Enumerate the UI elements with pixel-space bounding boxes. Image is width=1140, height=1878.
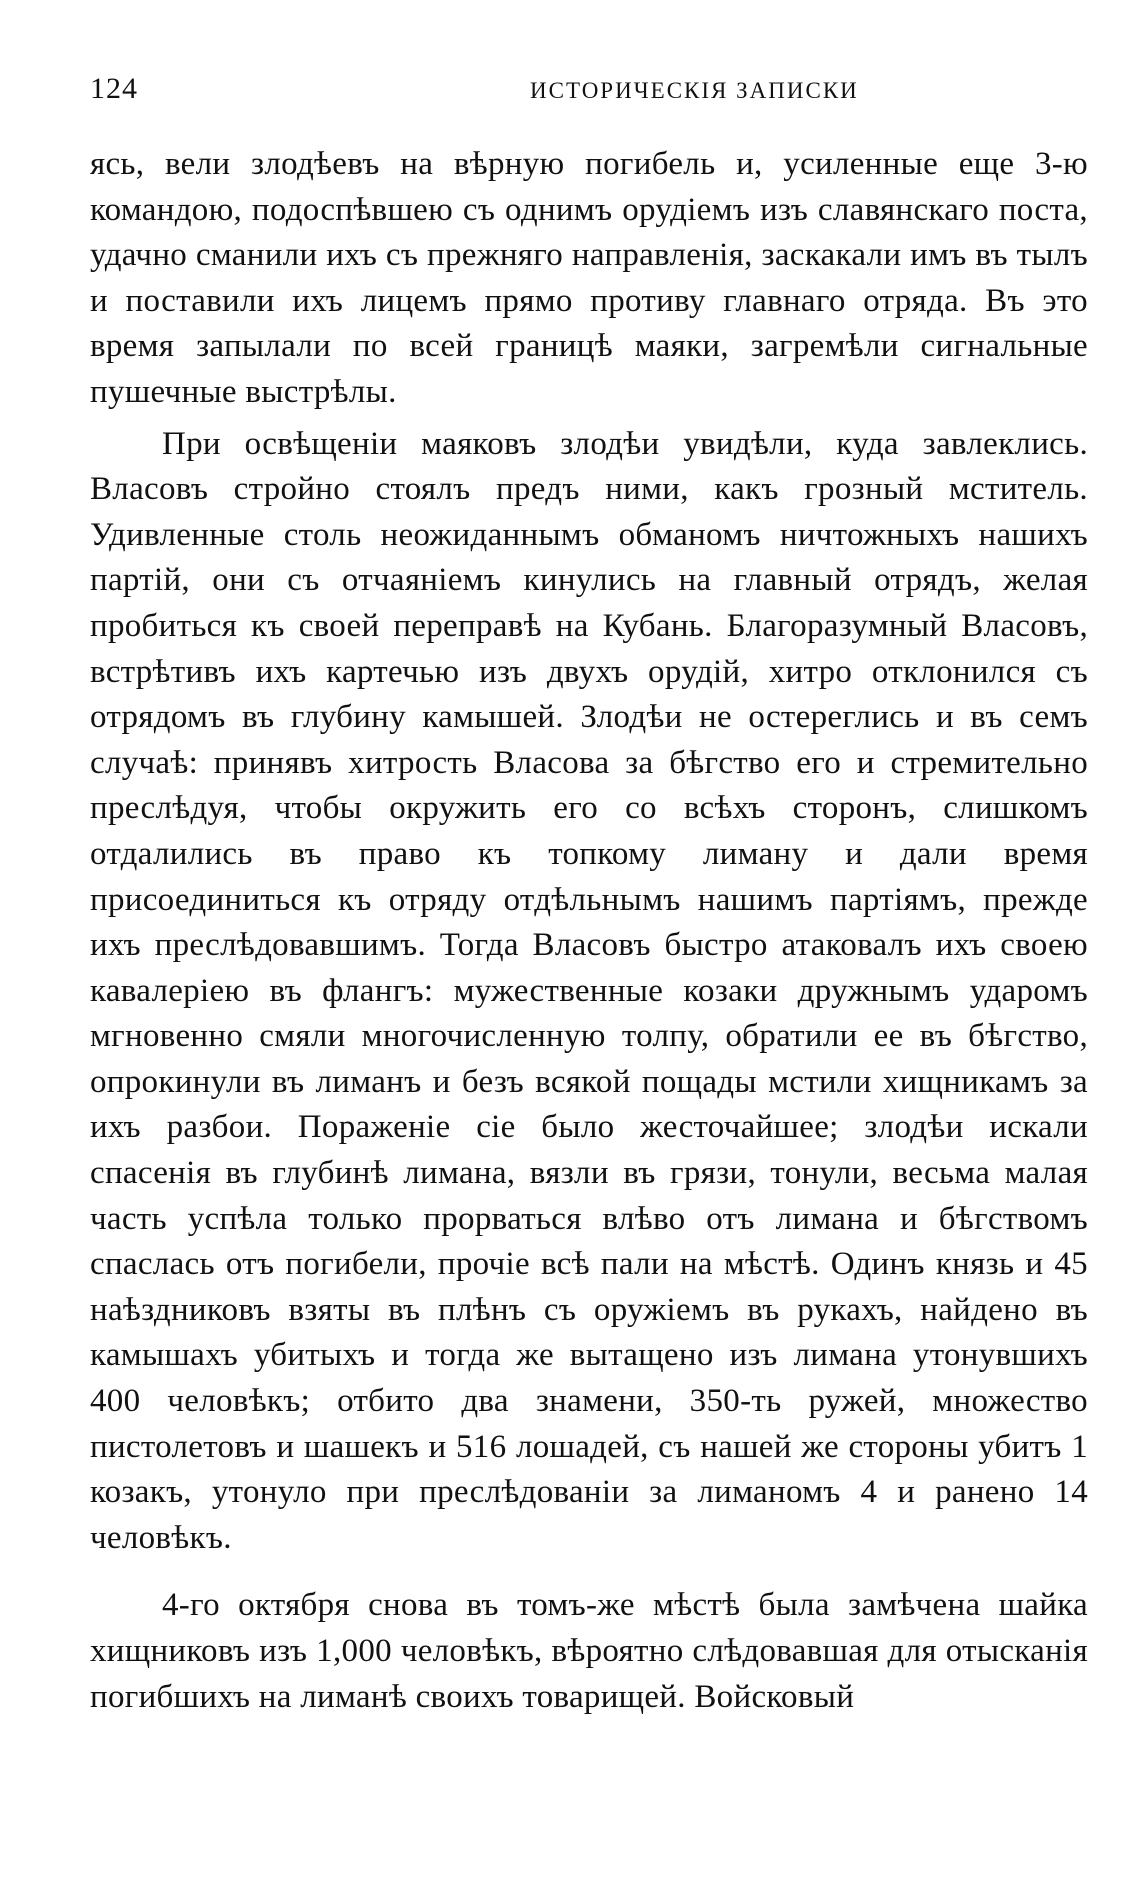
paragraph-october: 4-го октября снова въ томъ-же мѣстѣ была замѣчена шайка хищниковъ изъ 1,000 человѣкъ, вѣроятно слѣдовавшая для отысканія погибшихъ на лиманѣ своихъ товарищей. Войсковый [90,1587,1088,1715]
page-number: 124 [90,72,138,105]
running-head [90,72,1090,112]
paragraph-battle: При освѣщеніи маяковъ злодѣи увидѣли, куда завлеклись. Власовъ стройно стоялъ предъ ними, какъ грозный мститель. Удивленные столь неожиданнымъ обманомъ ничтожныхъ нашихъ партій, они съ отчаяніемъ кинулись на главный отрядъ, желая пробиться къ своей переправѣ на Кубань. Благоразумный Власовъ, встрѣтивъ ихъ картечью изъ двухъ орудій, хитро отклонился съ отрядомъ въ глубину камышей. Злодѣи не остереглись и въ семъ случаѣ: принявъ хитрость Власова за бѣгство его и стремительно преслѣдуя, чтобы окружить его со всѣхъ сторонъ, слишкомъ отдалились въ право къ топкому лиману и дали время присоединиться къ отряду отдѣльнымъ нашимъ партіямъ, прежде ихъ преслѣдовавшимъ. Тогда Власовъ быстро атаковалъ ихъ своею кавалеріею въ флангъ: мужественные козаки дружнымъ ударомъ мгновенно смяли многочисленную толпу, обратили ее въ бѣгство, опрокинули въ лиманъ и безъ всякой пощады мстили хищникамъ за ихъ разбои. Пораженіе сіе было жесточайшее; злодѣи искали спасенія въ глубинѣ лимана, вязли въ грязи, тонули, весьма малая часть успѣла только прорваться влѣво отъ лимана и бѣгствомъ спаслась отъ погибели, прочіе всѣ пали на мѣстѣ. Одинъ князь и 45 наѣздниковъ взяты въ плѣнъ съ оружіемъ въ рукахъ, найдено въ камышахъ убитыхъ и тогда же вытащено изъ лимана утонувшихъ 400 человѣкъ; отбито два знамени, 350-ть ружей, множество пистолетовъ и шашекъ и 516 лошадей, съ нашей же стороны убитъ 1 козакъ, утонуло при преслѣдованіи за лиманомъ 4 и ранено 14 человѣкъ. [90,425,1088,1556]
paragraph-continuation: ясь, вели злодѣевъ на вѣрную погибель и, усиленные еще 3-ю командою, подоспѣвшею съ однимъ орудіемъ изъ славянскаго поста, удачно сманили ихъ съ прежняго направленія, заскакали имъ въ тылъ и поставили ихъ лицемъ прямо противу главнаго отряда. Въ это время запылали по всей границѣ маяки, загремѣли сигнальные пушечные выстрѣлы. [90,146,1088,410]
running-title: ИСТОРИЧЕСКІЯ ЗАПИСКИ [530,78,859,103]
body-text [90,142,1088,1720]
